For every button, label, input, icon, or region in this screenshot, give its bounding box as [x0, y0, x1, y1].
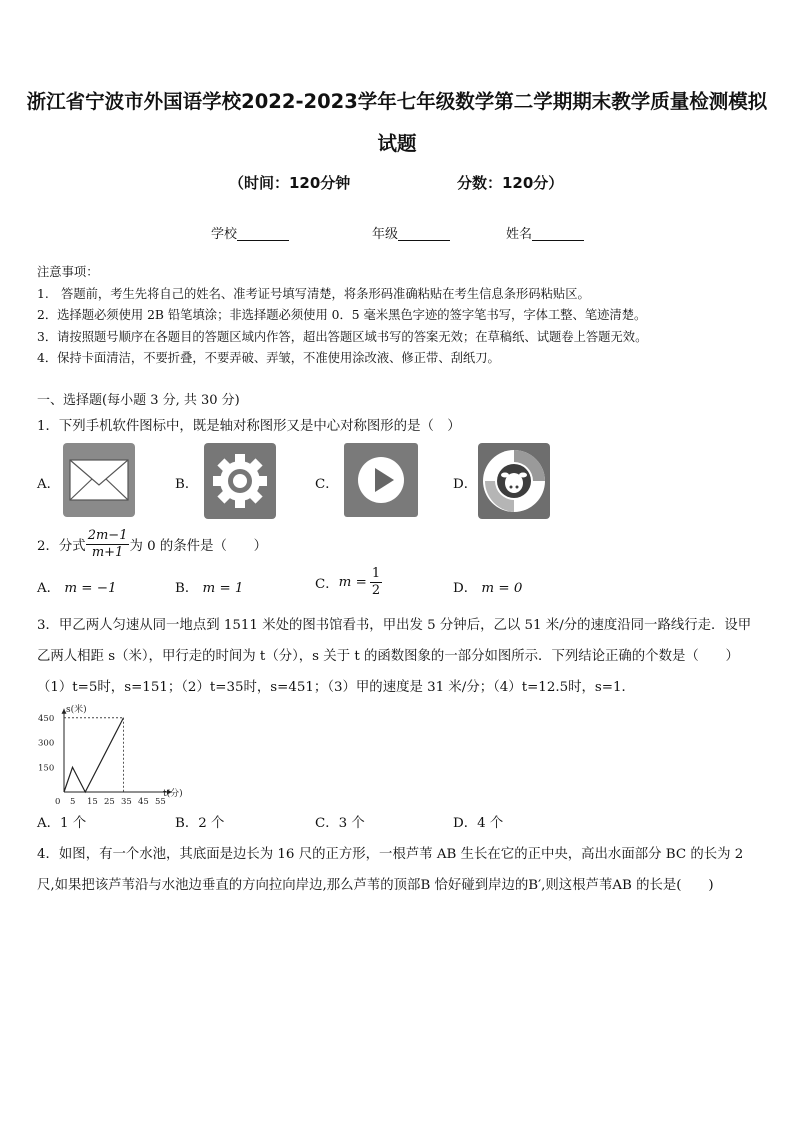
q2-option-a[interactable]: [37, 577, 117, 596]
name-label: 姓名: [506, 227, 533, 242]
notes-item: 2．选择题必须使用 2B 铅笔填涂；非选择题必须使用 0．5 毫米黑色字迹的签字笔书写，字体工整、笔迹清楚。: [37, 308, 647, 322]
grade-blank[interactable]: [398, 226, 450, 241]
y-tick-label: 150: [38, 763, 55, 774]
x-tick-label: 55: [155, 797, 166, 805]
q2-option-d-label: D．: [453, 581, 478, 596]
school-blank[interactable]: [237, 226, 289, 241]
q3-option-b[interactable]: B．2 个: [175, 816, 225, 831]
x-tick-label: 0: [55, 797, 61, 805]
q2-option-a-expr: m = −1: [64, 581, 117, 596]
y-axis-label: s(米): [66, 704, 87, 715]
name-blank[interactable]: [532, 226, 584, 241]
q2-option-c-numerator: 1: [371, 566, 381, 581]
y-tick-label: 450: [38, 713, 55, 724]
q1-option-a-label: A．: [37, 477, 61, 492]
q3-option-a[interactable]: A．1 个: [37, 816, 87, 831]
q2-option-b-expr: m = 1: [202, 581, 244, 596]
gear-icon[interactable]: [204, 443, 276, 523]
x-tick-label: 45: [138, 797, 149, 805]
q3-option-c[interactable]: C．3 个: [315, 816, 365, 831]
chart-series: [64, 718, 124, 792]
q2-option-c-fraction: [370, 566, 382, 599]
q3-option-d[interactable]: D．4 个: [453, 816, 504, 831]
notes-block: [37, 262, 647, 370]
x-tick-label: 5: [70, 797, 76, 805]
q2-option-c[interactable]: [315, 566, 382, 599]
q3-line2: 乙两人相距 s（米），甲行走的时间为 t（分），s 关于 t 的函数图象的一部分如图所示．下列结论正确的个数是（ ）: [37, 649, 739, 664]
q2-option-b-label: B．: [175, 581, 199, 596]
q2-numerator: 2m−1: [87, 527, 128, 543]
exam-title-line2: 试题: [377, 132, 417, 155]
series-line: [64, 718, 124, 792]
school-field[interactable]: [211, 223, 289, 242]
q2-option-d[interactable]: [453, 577, 522, 596]
q1-option-b-label: B．: [175, 477, 199, 492]
q2-option-c-denominator: 2: [371, 583, 381, 598]
q1-stem: 1．下列手机软件图标中，既是轴对称图形又是中心对称图形的是（ ）: [37, 419, 461, 434]
q2-denominator: m+1: [91, 544, 124, 560]
q3-line1: 3．甲乙两人匀速从同一地点到 1511 米处的图书馆看书，甲出发 5 分钟后，乙以 51 米/分的速度沿同一路线行走．设甲: [37, 618, 752, 633]
grade-label: 年级: [372, 227, 399, 242]
q2-option-c-expr: m =: [338, 575, 367, 590]
q3-chart: [34, 700, 194, 809]
q1-option-c-label: C．: [315, 477, 339, 492]
q2-option-b[interactable]: [175, 577, 243, 596]
q1-option-d-label: D．: [453, 477, 478, 492]
q2-prefix: 2．分式: [37, 538, 86, 554]
q2-stem: [37, 526, 267, 562]
q2-suffix: 为 0 的条件是（ ）: [129, 538, 268, 554]
play-icon[interactable]: [344, 443, 418, 521]
notes-item: 4．保持卡面清洁，不要折叠，不要弄破、弄皱，不准使用涂改液、修正带、刮纸刀。: [37, 351, 500, 365]
exam-time: （时间：120分钟: [229, 174, 351, 192]
notes-heading: 注意事项：: [37, 265, 99, 279]
x-tick-label: 35: [121, 797, 132, 805]
exam-title-line1: 浙江省宁波市外国语学校2022-2023学年七年级数学第二学期期末教学质量检测模拟: [26, 90, 768, 113]
q4-line2: 尺,如果把该芦苇沿与水池边垂直的方向拉向岸边,那么芦苇的顶部B 恰好碰到岸边的B′,则这根芦苇AB 的长是( ): [37, 878, 714, 893]
notes-item: 1. 答题前，考生先将自己的姓名、准考证号填写清楚，将条形码准确粘贴在考生信息条形码粘贴区。: [37, 286, 590, 301]
q2-option-d-expr: m = 0: [481, 581, 523, 596]
q2-fraction: [86, 528, 130, 561]
school-label: 学校: [211, 227, 238, 242]
q3-line3: （1）t=5时，s=151；（2）t=35时，s=451；（3）甲的速度是 31 米/分；（4）t=12.5时，s=1．: [37, 680, 635, 695]
envelope-icon[interactable]: [63, 443, 135, 521]
x-tick-label: 25: [104, 797, 115, 805]
x-axis-label: t(分): [163, 789, 183, 799]
q2-option-c-label: C．: [315, 577, 339, 592]
notes-item: 3．请按照题号顺序在各题目的答题区域内作答，超出答题区域书写的答案无效；在草稿纸、试题卷上答题无效。: [37, 329, 648, 344]
grade-field[interactable]: [372, 223, 450, 242]
q2-option-a-label: A．: [37, 581, 61, 596]
chart-axes: [62, 703, 183, 799]
name-field[interactable]: [506, 223, 584, 242]
q4-line1: 4．如图，有一个水池，其底面是边长为 16 尺的正方形，一根芦苇 AB 生长在它的正中央，高出水面部分 BC 的长为 2: [37, 847, 744, 862]
x-tick-label: 15: [87, 797, 98, 805]
section-heading: 一、选择题(每小题 3 分, 共 30 分): [37, 393, 240, 408]
y-tick-label: 300: [38, 738, 55, 749]
cow-logo-icon[interactable]: [478, 443, 550, 523]
exam-score: 分数：120分）: [457, 174, 564, 192]
